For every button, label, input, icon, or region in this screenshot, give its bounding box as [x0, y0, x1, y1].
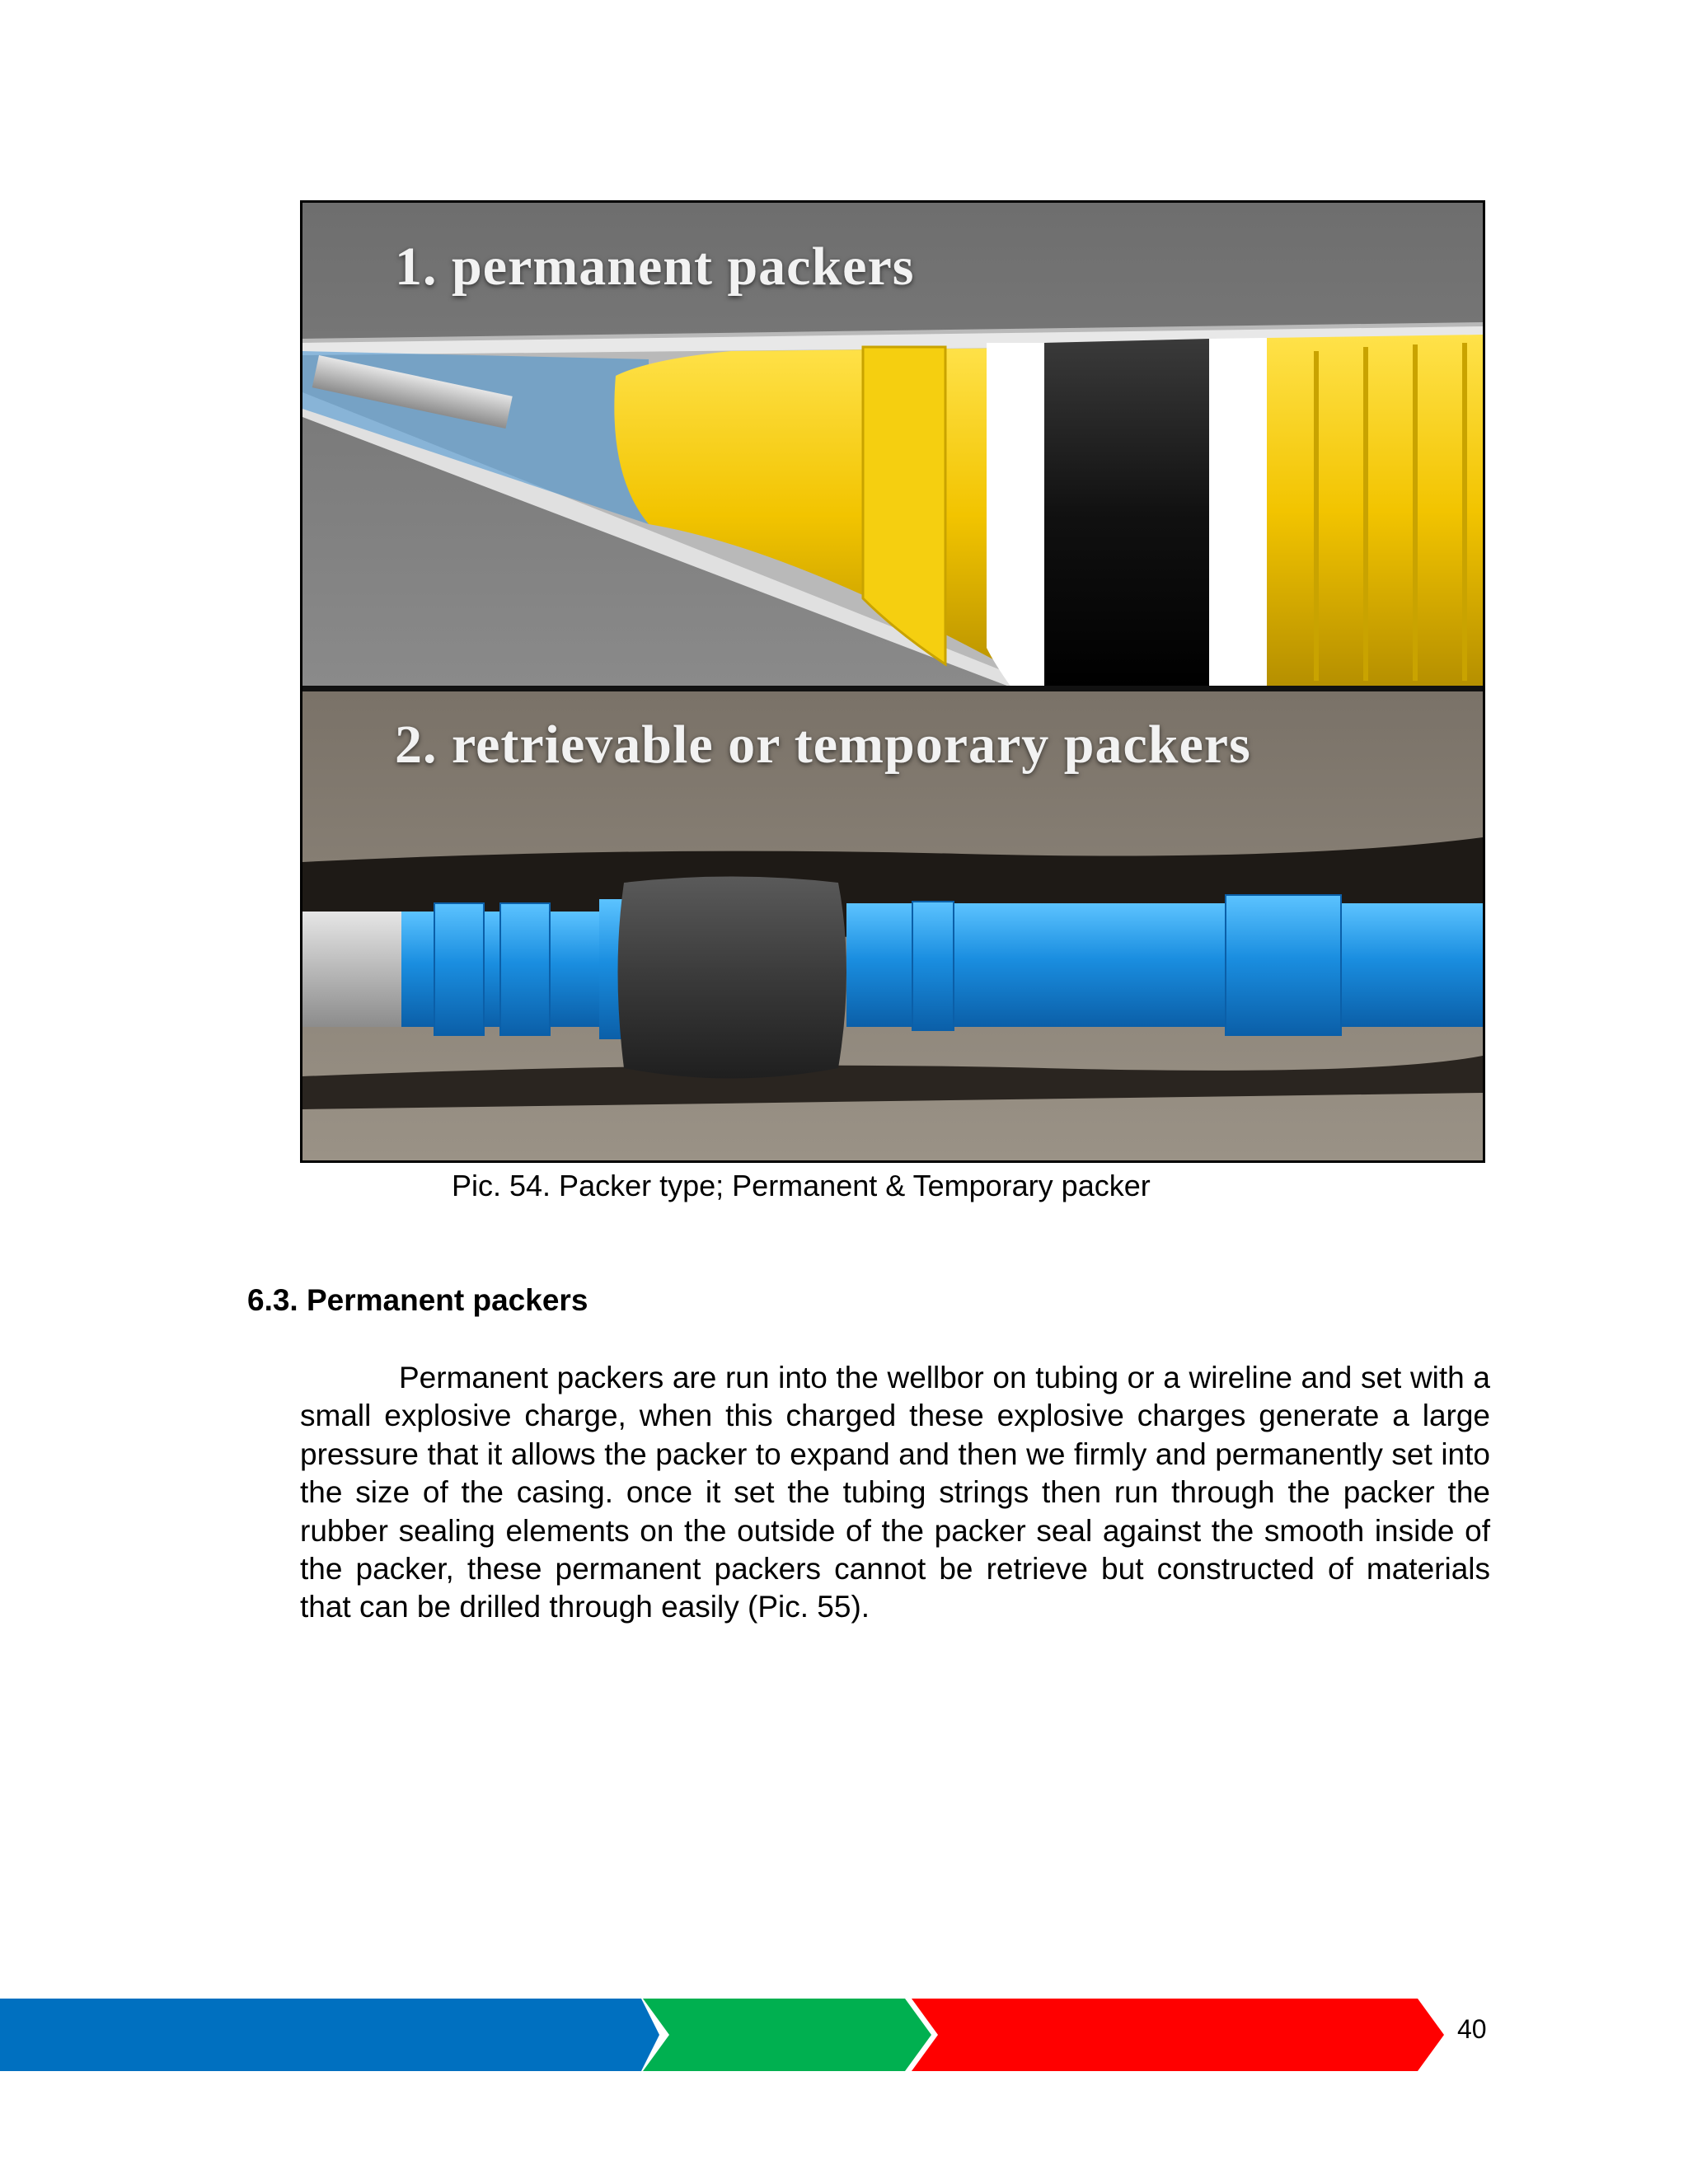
footer-arrow-green	[643, 1999, 931, 2071]
packer-illustration	[302, 203, 1483, 1160]
body-paragraph: Permanent packers are run into the wellbor on tubing or a wireline and set with a small explosive charge, when this charged these explosive charges generate a large pressure that it allows the packer to expand and then we firmly and permanently set into the size of the casing. once it set the tubing strings then run through the packer the rubber sealing elements on the outside of the packer seal against the smooth inside of the packer, these permanent packers cannot be retrieve but constructed of materials that can be drilled through easily (Pic. 55).	[300, 1361, 1490, 1624]
figure-caption: Pic. 54. Packer type; Permanent & Temporary packer	[452, 1169, 1151, 1202]
panel-title-retrievable: 2. retrievable or temporary packers	[395, 715, 1251, 775]
footer-arrow-blue	[0, 1999, 659, 2071]
page-number: 40	[1457, 2014, 1487, 2044]
panel-title-permanent: 1. permanent packers	[395, 237, 915, 297]
footer-arrow-red	[912, 1999, 1444, 2071]
footer-arrow-bar	[0, 1999, 1688, 2071]
packer-figure	[300, 200, 1485, 1163]
section-heading: 6.3. Permanent packers	[247, 1283, 588, 1317]
